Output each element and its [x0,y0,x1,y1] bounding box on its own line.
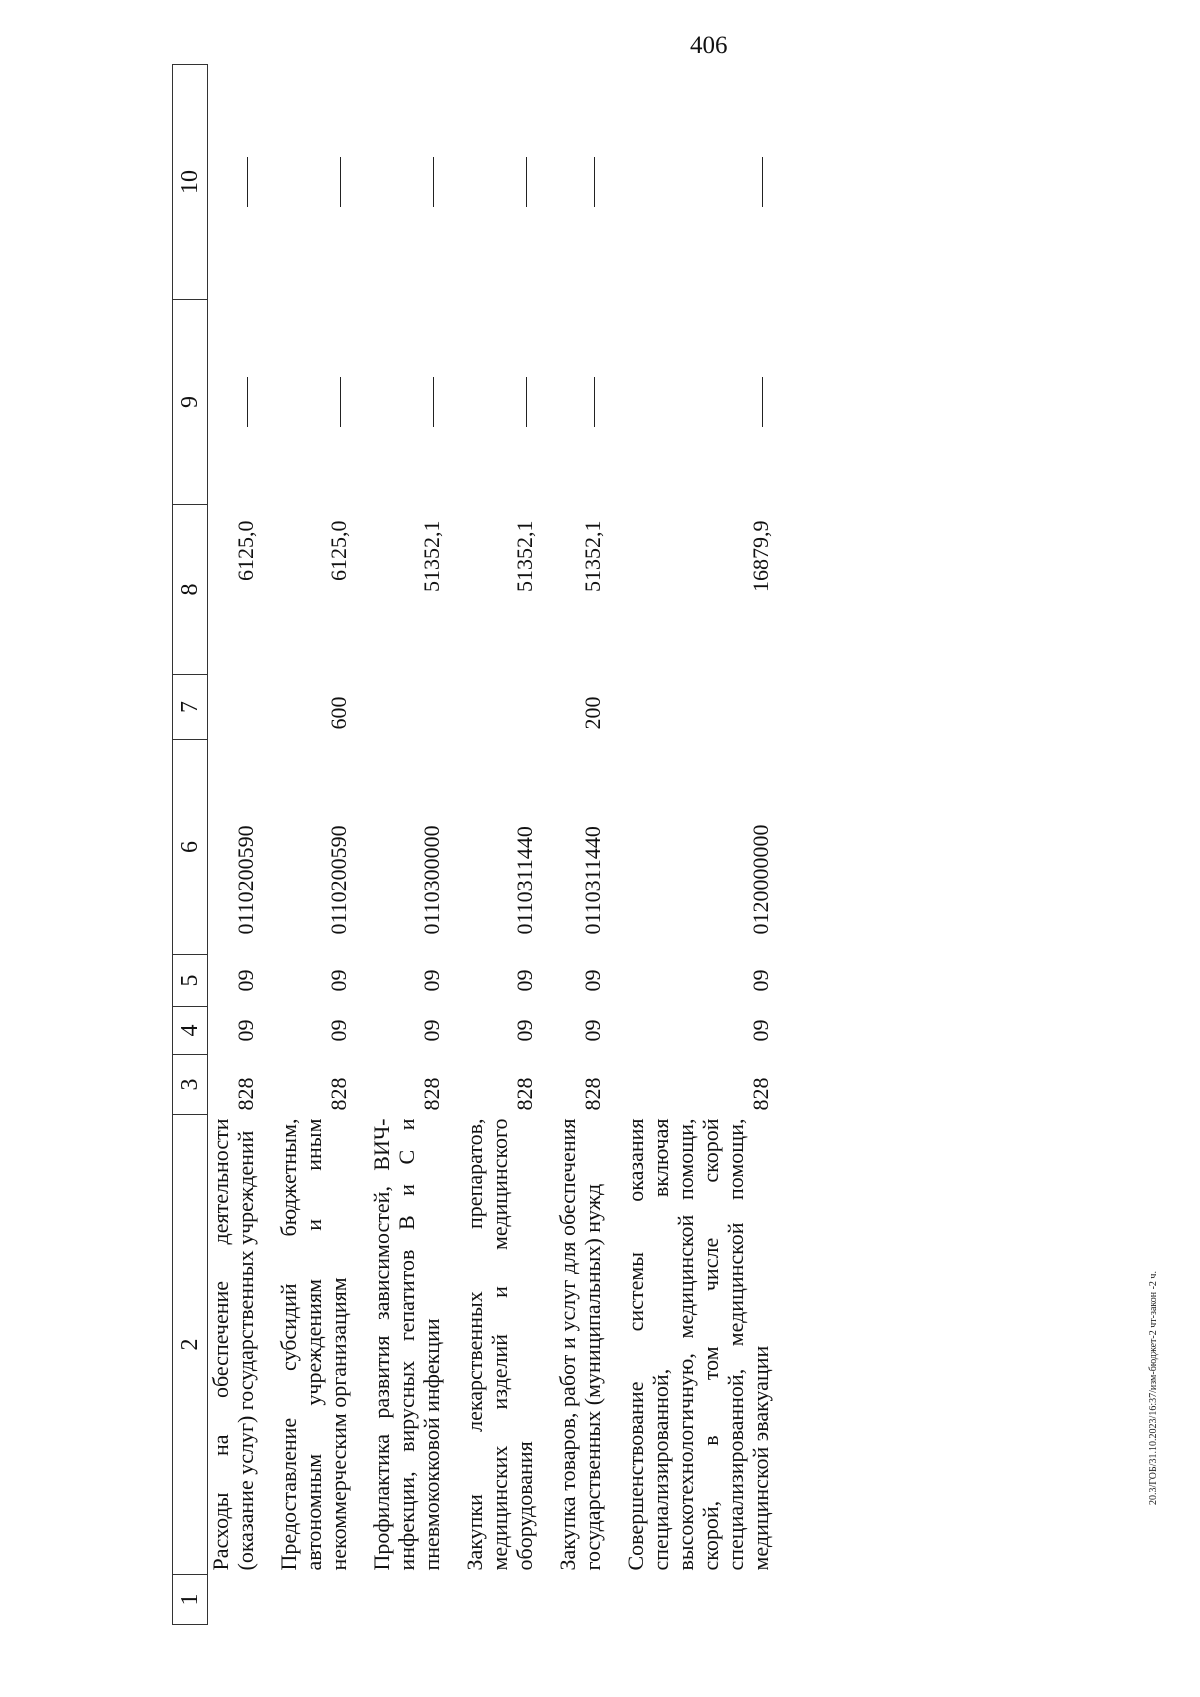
table-row [276,65,351,1625]
page-number: 406 [690,32,728,59]
cell-subsection: 09 [748,969,773,992]
cell-target: 0120000000 [748,824,773,935]
cell-code: 828 [512,1077,537,1111]
dash-mark [433,157,434,207]
dash-mark [594,377,595,427]
cell-col9 [462,300,537,505]
dash-mark [762,157,763,207]
cell-section: 09 [326,1019,351,1042]
cell-amount: 51352,1 [580,520,605,592]
header-cell: 10 [173,65,208,300]
cell-target: 0110311440 [512,826,537,935]
cell-type: 600 [326,696,351,730]
cell-target: 0110300000 [419,825,444,935]
cell-subsection: 09 [326,969,351,992]
table-row [555,65,605,1625]
cell-col9 [555,300,605,505]
row-number [555,1575,605,1625]
row-number [208,1575,259,1625]
header-cell: 5 [173,955,208,1007]
dash-mark [762,377,763,427]
cell-col10 [623,65,773,300]
row-spacer [351,65,369,1625]
header-cell: 7 [173,675,208,740]
table-row [623,65,773,1625]
row-description: Предоставление субсидий бюджетным, автономным учреждениям и иным некоммерческим организациям [276,1118,351,1571]
table-row [208,65,259,1625]
header-cell: 8 [173,505,208,675]
cell-section: 09 [419,1019,444,1042]
dash-mark [594,157,595,207]
row-number [276,1575,351,1625]
cell-type: 200 [580,696,605,730]
cell-subsection: 09 [580,969,605,992]
cell-code: 828 [419,1077,444,1111]
budget-table [172,64,773,1625]
row-number [462,1575,537,1625]
cell-col10 [462,65,537,300]
cell-amount: 51352,1 [512,520,537,592]
cell-section: 09 [748,1019,773,1042]
cell-target: 0110200590 [326,825,351,935]
header-cell: 3 [173,1055,208,1115]
dash-mark [433,377,434,427]
row-description: Совершенствование системы оказания специализированной, включая высокотехнологичную, медицинской помощи, скорой, в том числе скорой специализированной, медицинской помощи, медицинской эвакуации [623,1118,773,1571]
table-row [369,65,444,1625]
cell-target: 0110200590 [233,825,258,935]
cell-col9 [623,300,773,505]
dash-mark [247,157,248,207]
cell-col9 [369,300,444,505]
cell-target: 0110311440 [580,826,605,935]
cell-code: 828 [326,1077,351,1111]
row-number [369,1575,444,1625]
row-spacer [605,65,623,1625]
dash-mark [340,157,341,207]
cell-col9 [208,300,259,505]
cell-code: 828 [748,1077,773,1111]
cell-col10 [555,65,605,300]
header-cell: 1 [173,1575,208,1625]
cell-col10 [369,65,444,300]
cell-col10 [276,65,351,300]
cell-amount: 16879,9 [748,520,773,592]
cell-code: 828 [233,1077,258,1111]
row-number [623,1575,773,1625]
dash-mark [526,157,527,207]
dash-mark [526,377,527,427]
cell-type [623,675,773,740]
row-description: Расходы на обеспечение деятельности (оказание услуг) государственных учреждений [208,1118,258,1571]
cell-section: 09 [233,1019,258,1042]
table-row [462,65,537,1625]
header-row [173,65,208,1625]
cell-amount: 51352,1 [419,520,444,592]
footer-code: 20.3/ГОБ/31.10.2023/16:37/изм-бюджет-2 чт-закон -2 ч. [1148,1271,1159,1505]
rotated-table-container [172,65,1172,1625]
row-spacer [444,65,462,1625]
row-description: Профилактика развития зависимостей, ВИЧ-инфекции, вирусных гепатитов В и С и пневмококковой инфекции [369,1118,444,1571]
cell-subsection: 09 [419,969,444,992]
cell-section: 09 [512,1019,537,1042]
header-cell: 4 [173,1007,208,1055]
cell-section: 09 [580,1019,605,1042]
row-description: Закупка товаров, работ и услуг для обеспечения государственных (муниципальных) нужд [555,1118,605,1571]
cell-subsection: 09 [233,969,258,992]
dash-mark [247,377,248,427]
cell-subsection: 09 [512,969,537,992]
row-spacer [258,65,276,1625]
cell-amount: 6125,0 [233,520,258,581]
header-cell: 2 [173,1115,208,1575]
header-cell: 9 [173,300,208,505]
cell-type [208,675,259,740]
cell-amount: 6125,0 [326,520,351,581]
cell-col9 [276,300,351,505]
cell-col10 [208,65,259,300]
cell-code: 828 [580,1077,605,1111]
cell-type [369,675,444,740]
dash-mark [340,377,341,427]
cell-type [462,675,537,740]
row-spacer [537,65,555,1625]
header-cell: 6 [173,740,208,955]
row-description: Закупки лекарственных препаратов, медицинских изделий и медицинского оборудования [462,1118,537,1571]
